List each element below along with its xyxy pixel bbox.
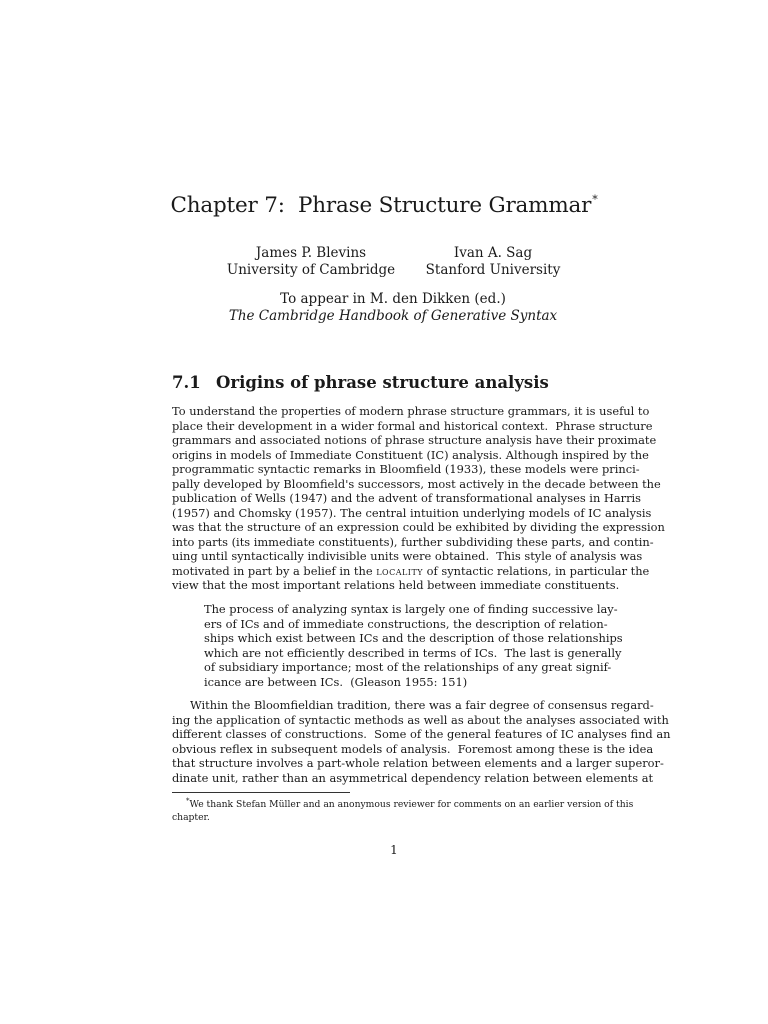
author-affiliation: University of Cambridge <box>226 262 396 278</box>
paragraph-2 <box>172 698 671 785</box>
text-line: programmatic syntactic remarks in Bloomfield (1933), these models were princi- <box>172 462 640 476</box>
text-line: origins in models of Immediate Constituent (IC) analysis. Although inspired by the <box>172 447 649 462</box>
text-line: place their development in a wider formal and historical context. Phrase structure <box>172 418 653 433</box>
footnote-line: chapter. <box>172 811 210 823</box>
text-line: view that the most important relations held between immediate constituents. <box>172 578 620 592</box>
author-name: Ivan A. Sag <box>453 245 533 261</box>
section-heading <box>172 373 549 392</box>
quote-line: The process of analyzing syntax is largely one of finding successive lay- <box>204 602 618 616</box>
text-line: grammars and associated notions of phrase structure analysis have their proximate <box>172 433 657 447</box>
author-name: James P. Blevins <box>255 245 367 261</box>
text-line: was that the structure of an expression could be exhibited by dividing the expression <box>172 520 665 534</box>
text-line: that structure involves a part-whole relation between elements and a larger superor- <box>172 756 664 770</box>
quote-line: ships which exist between ICs and the description of those relationships <box>204 631 623 645</box>
text-line: dinate unit, rather than an asymmetrical dependency relation between elements at <box>172 770 654 785</box>
author-affiliation: Stanford University <box>425 262 561 278</box>
publication-note <box>0 291 768 325</box>
footnote-mark: * <box>186 797 190 805</box>
quote-line: ers of ICs and of immediate constructions, the description of relation- <box>204 616 608 631</box>
publication-line: To appear in M. den Dikken (ed.) <box>280 291 506 307</box>
footnote-line: *We thank Stefan Müller and an anonymous reviewer for comments on an earlier version of this <box>186 797 634 811</box>
quote-line: of subsidiary importance; most of the relationships of any great signif- <box>204 660 612 674</box>
text-line: ing the application of syntactic methods as well as about the analyses associated with <box>172 712 669 727</box>
text-line: (1957) and Chomsky (1957). The central intuition underlying models of IC analysis <box>172 505 652 520</box>
text-line: obvious reflex in subsequent models of analysis. Foremost among these is the idea <box>172 741 654 756</box>
text-line: into parts (its immediate constituents), further subdividing these parts, and contin- <box>172 534 654 549</box>
author-sag <box>404 245 582 279</box>
footnote <box>172 795 634 824</box>
quote-line: which are not efficiently described in terms of ICs. The last is generally <box>204 645 622 660</box>
text-line: different classes of constructions. Some of the general features of IC analyses find an <box>172 727 671 741</box>
text-line: pally developed by Bloomfield's successors, most actively in the decade between the <box>172 476 661 491</box>
paragraph-1 <box>172 404 665 593</box>
quote-line: icance are between ICs. (Gleason 1955: 151) <box>204 674 468 689</box>
locality-term: locality <box>376 563 424 578</box>
section-number: 7.1 <box>172 373 201 392</box>
publication-book-title: The Cambridge Handbook of Generative Syntax <box>228 308 558 324</box>
footnote-divider <box>172 792 350 793</box>
text-line-locality: motivated in part by a belief in the locality of syntactic relations, in particular the <box>172 563 650 578</box>
text-line: To understand the properties of modern phrase structure grammars, it is useful to <box>172 404 650 418</box>
section-title: Origins of phrase structure analysis <box>216 373 549 392</box>
page-number: 1 <box>390 843 398 857</box>
text-line: publication of Wells (1947) and the advent of transformational analyses in Harris <box>172 491 642 505</box>
author-blevins <box>216 245 406 279</box>
title-footnote-mark: * <box>592 193 598 206</box>
chapter-title-text: Chapter 7: Phrase Structure Grammar <box>170 193 592 218</box>
chapter-title <box>0 193 768 218</box>
text-line: uing until syntactically indivisible units were obtained. This style of analysis was <box>172 549 643 563</box>
text-line: Within the Bloomfieldian tradition, there was a fair degree of consensus regard- <box>190 698 654 712</box>
block-quote <box>204 602 623 689</box>
